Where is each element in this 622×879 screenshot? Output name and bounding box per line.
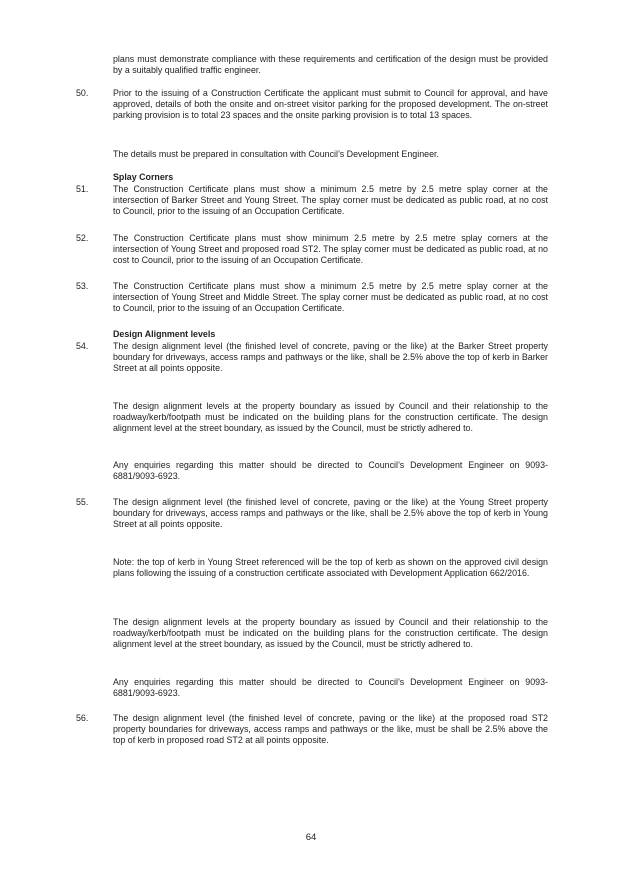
paragraph-details: The details must be prepared in consultation with Council’s Development Engineer. bbox=[113, 149, 439, 159]
item-text-55: The design alignment level (the finished level of concrete, paving or the like) at the Young Street property boundary for driveways, access ramps and pathways or the like, shall be 2.5% above the top of kerb in Young Street at all points opposite. bbox=[113, 497, 548, 530]
paragraph-note: Note: the top of kerb in Young Street referenced will be the top of kerb as shown on the approved civil design plans following the issuing of a construction certificate associated with Development Application 662/2016. bbox=[113, 557, 548, 579]
item-number-54: 54. bbox=[76, 341, 89, 351]
section-heading-splay-corners: Splay Corners bbox=[113, 172, 174, 182]
item-text-52: The Construction Certificate plans must show minimum 2.5 metre by 2.5 metre splay corners at the intersection of Young Street and proposed road ST2. The splay corner must be dedicated as public road, at no cost to Council, prior to the issuing of an Occupation Certificate. bbox=[113, 233, 548, 266]
item-number-50: 50. bbox=[76, 88, 89, 98]
page-number: 64 bbox=[305, 832, 317, 843]
item-text-51: The Construction Certificate plans must show a minimum 2.5 metre by 2.5 metre splay corner at the intersection of Barker Street and Young Street. The splay corner must be dedicated as public road, at no cost to Council, prior to the issuing of an Occupation Certificate. bbox=[113, 184, 548, 217]
paragraph-enquiries-1: Any enquiries regarding this matter should be directed to Council’s Development Engineer on 9093-6881/9093-6923. bbox=[113, 460, 548, 482]
item-number-55: 55. bbox=[76, 497, 89, 507]
item-number-53: 53. bbox=[76, 281, 89, 291]
paragraph-49-continuation: plans must demonstrate compliance with these requirements and certification of the design must be provided by a suitably qualified traffic engineer. bbox=[113, 54, 548, 76]
item-number-52: 52. bbox=[76, 233, 89, 243]
item-text-53: The Construction Certificate plans must show a minimum 2.5 metre by 2.5 metre splay corner at the intersection of Young Street and Middle Street. The splay corner must be dedicated as public road, at no cost to Council, prior to the issuing of an Occupation Certificate. bbox=[113, 281, 548, 314]
item-text-54: The design alignment level (the finished level of concrete, paving or the like) at the Barker Street property boundary for driveways, access ramps and pathways or the like, shall be 2.5% above the top of kerb in Barker Street at all points opposite. bbox=[113, 341, 548, 374]
item-text-56: The design alignment level (the finished level of concrete, paving or the like) at the proposed road ST2 property boundaries for driveways, access ramps and pathways or the like, must be shall be 2.5% above the top of kerb in proposed road ST2 at all points opposite. bbox=[113, 713, 548, 746]
paragraph-enquiries-2: Any enquiries regarding this matter should be directed to Council’s Development Engineer on 9093-6881/9093-6923. bbox=[113, 677, 548, 699]
item-number-51: 51. bbox=[76, 184, 89, 194]
section-heading-design-alignment: Design Alignment levels bbox=[113, 329, 216, 339]
item-text-50: Prior to the issuing of a Construction Certificate the applicant must submit to Council for approval, and have approved, details of both the onsite and on-street visitor parking for the proposed development. The on-street parking provision is to total 23 spaces and the onsite parking provision is to total 13 spaces. bbox=[113, 88, 548, 121]
item-number-56: 56. bbox=[76, 713, 89, 723]
paragraph-alignment-levels-2: The design alignment levels at the property boundary as issued by Council and their relationship to the roadway/kerb/footpath must be indicated on the building plans for the construction certificate. The design alignment level at the street boundary, as issued by the Council, must be strictly adhered to. bbox=[113, 617, 548, 650]
paragraph-alignment-levels-1: The design alignment levels at the property boundary as issued by Council and their relationship to the roadway/kerb/footpath must be indicated on the building plans for the construction certificate. The design alignment level at the street boundary, as issued by the Council, must be strictly adhered to. bbox=[113, 401, 548, 434]
